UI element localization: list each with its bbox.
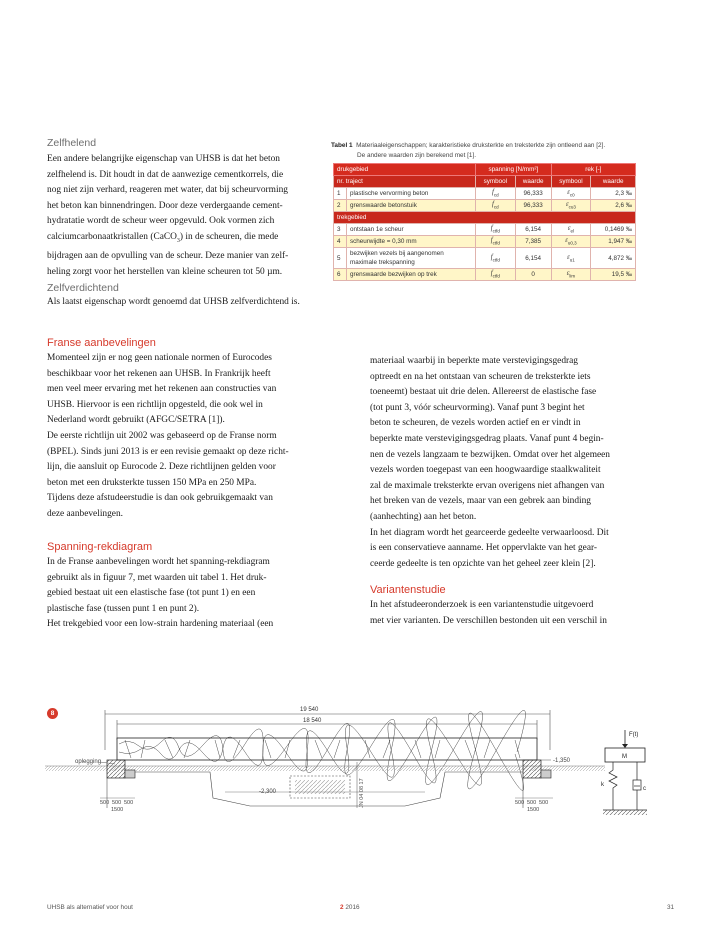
symbol-subscript: ctfd bbox=[492, 240, 500, 246]
damper bbox=[633, 780, 641, 790]
spring-label: k bbox=[601, 782, 604, 788]
symbol: f bbox=[490, 270, 493, 278]
text-line: optreedt en na het ontstaan van scheuren de treksterkte iets bbox=[370, 371, 591, 382]
text-line: hydratatie wordt de scheur weer opgevuld. Ook vormen zich bbox=[47, 216, 275, 227]
heading-zelfhelend: Zelfhelend bbox=[47, 137, 97, 149]
cell bbox=[476, 236, 516, 248]
cell: 96,333 bbox=[515, 188, 551, 200]
table-row bbox=[334, 188, 636, 200]
header-cell: waarde bbox=[515, 176, 551, 188]
text-line: De eerste richtlijn uit 2002 was gebaseerd op de Franse norm bbox=[47, 430, 277, 441]
issue-number: 2 bbox=[340, 904, 344, 911]
symbol-subscript: el bbox=[570, 228, 575, 234]
figure-number-badge: 8 bbox=[47, 708, 58, 719]
text-line: het beton kan binnendringen. Door deze verdergaande cement- bbox=[47, 200, 283, 211]
level-right-label: -1,350 bbox=[553, 758, 571, 764]
table-row bbox=[334, 236, 636, 248]
header-cell: waarde bbox=[591, 176, 636, 188]
heading-zelfverdichtend: Zelfverdichtend bbox=[47, 282, 119, 294]
text-line: met vier varianten. De verschillen bestonden uit een verschil in bbox=[370, 615, 607, 626]
text-fragment: calciumcarbonaatkristallen (CaCO bbox=[47, 231, 177, 242]
cell bbox=[476, 248, 516, 269]
symbol: ε bbox=[567, 225, 571, 233]
symbol-subscript: ctfd bbox=[492, 257, 500, 263]
table-row bbox=[334, 200, 636, 212]
symbol: ε bbox=[567, 253, 570, 261]
text-line: beschikbaar voor het rekenen aan UHSB. In Frankrijk heeft bbox=[47, 368, 271, 379]
dim-label: 500 bbox=[515, 800, 525, 806]
symbol: ε bbox=[566, 270, 570, 278]
cell: 0,1469 ‰ bbox=[591, 224, 636, 236]
cell: 5 bbox=[334, 248, 347, 269]
cell: 3 bbox=[334, 224, 347, 236]
symbol-subscript: c0 bbox=[569, 192, 575, 198]
footer-issue bbox=[340, 904, 360, 911]
header-cell: rek [-] bbox=[551, 164, 635, 176]
mass-label: M bbox=[622, 754, 627, 760]
text-line: Nederland wordt gebruikt (AFGC/SETRA [1]). bbox=[47, 415, 225, 426]
oplegging-label: oplegging bbox=[75, 759, 102, 765]
text-line: In de Franse aanbevelingen wordt het spanning-rekdiagram bbox=[47, 557, 270, 567]
bridge-drawing bbox=[45, 700, 685, 830]
text-line: gebruikt als in figuur 7, met waarden uit tabel 1. Het druk- bbox=[47, 572, 267, 583]
cell: 19,5 ‰ bbox=[591, 269, 636, 281]
cell bbox=[476, 188, 516, 200]
cell: ontstaan 1e scheur bbox=[347, 224, 476, 236]
dim-label: 500 bbox=[124, 800, 134, 806]
dim-label: 1500 bbox=[527, 807, 540, 813]
table-header-row bbox=[334, 164, 636, 176]
table-row bbox=[334, 269, 636, 281]
text-line: gebied bestaat uit een elastische fase (tot punt 1) en een bbox=[47, 588, 256, 599]
symbol: f bbox=[490, 237, 493, 245]
text-line: beton te scheuren, de vezels worden actief en er vindt in bbox=[370, 418, 581, 429]
vertical-label: JN 04 08 17 bbox=[359, 778, 365, 808]
text-line: Momenteel zijn er nog geen nationale normen of Eurocodes bbox=[47, 353, 272, 363]
text-line: ceerde gedeelte is ten opzichte van het geheel zeer klein [2]. bbox=[370, 558, 596, 569]
cell bbox=[476, 224, 516, 236]
cell: 6 bbox=[334, 269, 347, 281]
footer-title: UHSB als alternatief voor hout bbox=[47, 904, 133, 911]
page-number: 31 bbox=[667, 904, 675, 911]
symbol-subscript: ctfd bbox=[492, 273, 500, 279]
header-cell: symbool bbox=[476, 176, 516, 188]
cell bbox=[347, 248, 476, 269]
text-line: beton met een druksterkte tussen 150 MPa en 250 MPa. bbox=[47, 477, 257, 488]
cell bbox=[476, 269, 516, 281]
heading-variantenstudie: Variantenstudie bbox=[370, 584, 446, 596]
cell: plastische vervorming beton bbox=[347, 188, 476, 200]
dim-label: 500 bbox=[112, 800, 122, 806]
table-header-row bbox=[334, 176, 636, 188]
symbol: f bbox=[491, 189, 494, 197]
spanning-body bbox=[47, 555, 317, 633]
text-line: lijn, die aansluit op Eurocode 2. Deze richtlijnen gelden voor bbox=[47, 462, 276, 473]
header-cell: nr. traject bbox=[334, 176, 476, 188]
text-line: Het trekgebied voor een low-strain hardening materiaal (een bbox=[47, 619, 274, 630]
header-cell: spanning [N/mm²] bbox=[476, 164, 552, 176]
caption-text: Materiaaleigenschappen; karakteristieke druksterkte en treksterkte zijn ontleend aan [2]. bbox=[356, 142, 606, 149]
zelfhelend-body bbox=[47, 152, 317, 281]
symbol: f bbox=[491, 201, 494, 209]
text-line: vezels worden toegepast van een hoogwaardige staalkwaliteit bbox=[370, 465, 601, 476]
text-line: (tot punt 3, vóór scheurvorming). Vanaf punt 3 begint het bbox=[370, 402, 585, 413]
text-line bbox=[47, 230, 317, 249]
text-line: In het diagram wordt het gearceerde gedeelte verwaarloosd. Dit bbox=[370, 527, 609, 538]
table-section-row bbox=[334, 212, 636, 224]
text-line: nog niet zijn verhard, reageren met water, dat bij scheurvorming bbox=[47, 185, 288, 196]
header-cell: symbool bbox=[551, 176, 591, 188]
text-line: beperkte mate verstevigingsgedrag plaats. Vanaf punt 4 begin- bbox=[370, 433, 604, 444]
text-line: nen de vezels langzaam te bezwijken. Omdat over het algemeen bbox=[370, 449, 610, 460]
heading-franse-aanbevelingen: Franse aanbevelingen bbox=[47, 337, 156, 349]
cell: grenswaarde bezwijken op trek bbox=[347, 269, 476, 281]
issue-year: 2016 bbox=[345, 904, 360, 911]
cell bbox=[476, 200, 516, 212]
cell-line: bezwijken vezels bij aangenomen bbox=[350, 250, 444, 257]
cell bbox=[551, 224, 591, 236]
material-table bbox=[333, 163, 636, 281]
symbol-subscript: u1 bbox=[569, 257, 575, 263]
mass-spring-damper bbox=[601, 730, 647, 815]
symbol-subscript: cd bbox=[493, 204, 499, 210]
cell: 4 bbox=[334, 236, 347, 248]
subscript: 3 bbox=[176, 237, 180, 244]
dim-label: 500 bbox=[539, 800, 549, 806]
table-caption bbox=[331, 141, 671, 161]
text-line: Een andere belangrijke eigenschap van UHSB is dat het beton bbox=[47, 154, 280, 164]
text-line: men veel meer ervaring met het rekenen aan constructies van bbox=[47, 384, 277, 395]
symbol-subscript: u0,3 bbox=[567, 240, 577, 246]
text-line: het breken van de vezels, maar van een gebrek aan binding bbox=[370, 496, 591, 507]
cell: scheurwijdte = 0,30 mm bbox=[347, 236, 476, 248]
cell bbox=[551, 188, 591, 200]
force-label: F(t) bbox=[629, 732, 639, 738]
cell bbox=[551, 269, 591, 281]
symbol: f bbox=[490, 253, 493, 261]
text-line: toeneemt) bestaat uit drie delen. Allereerst de elastische fase bbox=[370, 387, 597, 398]
level-mid-label: -2,300 bbox=[259, 789, 277, 795]
cell bbox=[551, 236, 591, 248]
left-abutment bbox=[107, 760, 125, 778]
caption-label: Tabel 1 bbox=[331, 142, 353, 149]
cell-line: maximale trekspanning bbox=[350, 259, 415, 266]
varianten-body bbox=[370, 598, 645, 629]
symbol: ε bbox=[567, 189, 570, 197]
text-line: is een conservatieve aanname. Het oppervlakte van het gear- bbox=[370, 543, 598, 554]
cell: 96,333 bbox=[515, 200, 551, 212]
cell: 4,872 ‰ bbox=[591, 248, 636, 269]
right-column-body bbox=[370, 354, 645, 572]
dim-label: 500 bbox=[100, 800, 110, 806]
spring bbox=[609, 762, 617, 810]
cell: 1,947 ‰ bbox=[591, 236, 636, 248]
text-line: (aanhechting) aan het beton. bbox=[370, 511, 477, 522]
table-row bbox=[334, 224, 636, 236]
cell: 2,3 ‰ bbox=[591, 188, 636, 200]
symbol-subscript: lim bbox=[569, 273, 576, 279]
dim-label: 1500 bbox=[111, 807, 124, 813]
text-line: deze aanbevelingen. bbox=[47, 508, 123, 519]
text-fragment: ) in de scheuren, die mede bbox=[179, 231, 279, 242]
caption-line: De andere waarden zijn berekend met [1]. bbox=[357, 152, 477, 159]
dim-total-label: 19 540 bbox=[300, 707, 319, 713]
text-line: zal de maximale treksterkte ervan overigens niet afhangen van bbox=[370, 480, 605, 491]
zelfverdichtend-body: Als laatst eigenschap wordt genoemd dat UHSB zelfverdichtend is. bbox=[47, 297, 300, 307]
cell bbox=[551, 248, 591, 269]
section-cell: trekgebied bbox=[334, 212, 636, 224]
text-line: bijdragen aan de opvulling van de scheur. Deze manier van zelf- bbox=[47, 251, 289, 262]
dim-label: 500 bbox=[527, 800, 537, 806]
text-line: (BPEL). Sinds juni 2013 is er een revisie gemaakt op deze richt- bbox=[47, 446, 289, 457]
text-line: materiaal waarbij in beperkte mate verstevigingsgedrag bbox=[370, 356, 578, 366]
cell: grenswaarde betonstuik bbox=[347, 200, 476, 212]
text-line: plastische fase (tussen punt 1 en punt 2). bbox=[47, 603, 200, 614]
cell: 6,154 bbox=[515, 248, 551, 269]
left-support-dims bbox=[100, 798, 135, 813]
text-line: In het afstudeeronderzoek is een variantenstudie uitgevoerd bbox=[370, 600, 594, 610]
text-line: Tijdens deze afstudeerstudie is dan ook gebruikgemaakt van bbox=[47, 493, 273, 504]
right-abutment bbox=[523, 760, 541, 778]
text-line: heling zorgt voor het herstellen van kleine scheuren tot 50 µm. bbox=[47, 267, 283, 278]
cell: 7,385 bbox=[515, 236, 551, 248]
header-cell: drukgebied bbox=[334, 164, 476, 176]
right-support-dims bbox=[515, 798, 553, 813]
symbol: ε bbox=[565, 237, 568, 245]
franse-body bbox=[47, 351, 317, 523]
heading-spanning-rekdiagram: Spanning-rekdiagram bbox=[47, 541, 153, 553]
caption-line bbox=[331, 141, 671, 151]
dim-inner-label: 18 540 bbox=[303, 718, 322, 724]
symbol: f bbox=[490, 225, 493, 233]
symbol: ε bbox=[565, 201, 569, 209]
cell bbox=[551, 200, 591, 212]
cell: 1 bbox=[334, 188, 347, 200]
text-line: zelfhelend is. Dit houdt in dat de aanwezige cementkorrels, die bbox=[47, 169, 284, 180]
cell: 0 bbox=[515, 269, 551, 281]
damper-label: c bbox=[643, 786, 646, 792]
symbol-subscript: cu3 bbox=[568, 204, 576, 210]
table-row bbox=[334, 248, 636, 269]
bridge-deck bbox=[117, 738, 537, 760]
cell: 6,154 bbox=[515, 224, 551, 236]
cell: 2,6 ‰ bbox=[591, 200, 636, 212]
text-line: UHSB. Hiervoor is een richtlijn opgesteld, die ook wel in bbox=[47, 399, 263, 410]
cell: 2 bbox=[334, 200, 347, 212]
symbol-subscript: ctfd bbox=[492, 228, 500, 234]
symbol-subscript: cd bbox=[493, 192, 499, 198]
